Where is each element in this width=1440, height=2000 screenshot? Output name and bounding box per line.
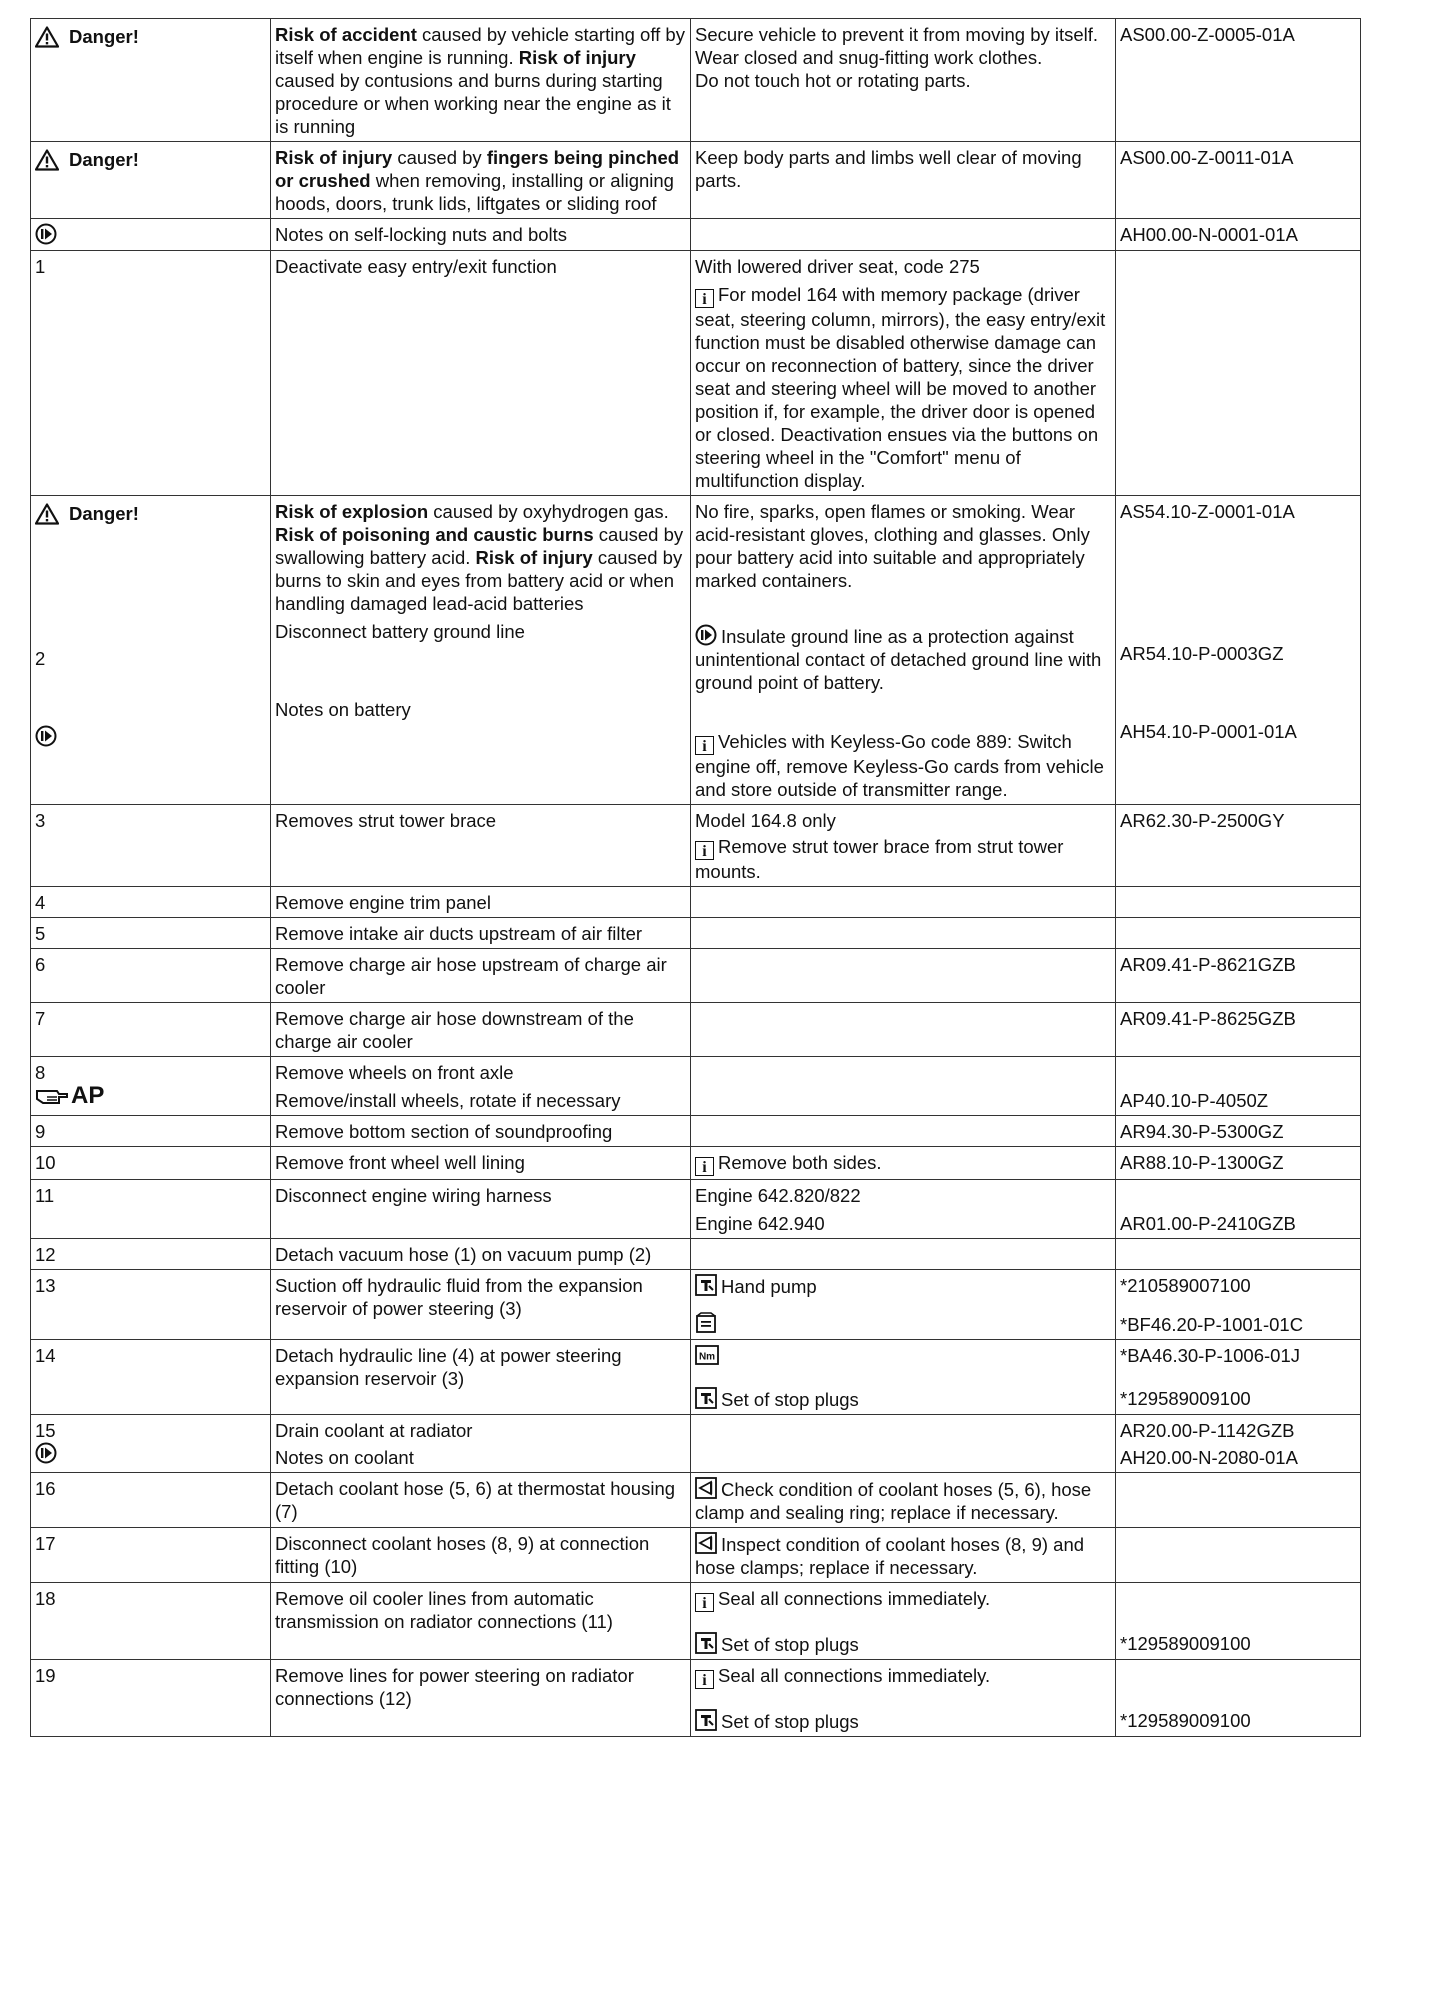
step-number: 12 <box>31 1239 271 1270</box>
step-cell <box>31 142 271 219</box>
step-number: 10 <box>31 1147 271 1180</box>
info-i-icon: i <box>695 736 714 755</box>
step-number: 6 <box>31 949 271 1003</box>
hazard-text: Risk of accident <box>275 24 417 45</box>
description-cell <box>271 1473 691 1528</box>
step-description: Detach vacuum hose (1) on vacuum pump (2) <box>275 1244 652 1265</box>
remark-text: Do not touch hot or rotating parts. <box>695 70 971 91</box>
reference-link[interactable]: AH54.10-P-0001-01A <box>1120 721 1297 742</box>
remark-cell <box>691 1528 1116 1583</box>
step-description: Notes on self-locking nuts and bolts <box>275 224 568 245</box>
remark-text: Wear closed and snug-fitting work clothes. <box>695 47 1043 68</box>
hazard-text: caused by contusions and burns during starting procedure or when working near the engine as it is running <box>275 70 671 137</box>
step-description: Remove oil cooler lines from automatic transmission on radiator connections (11) <box>275 1588 613 1632</box>
table-row <box>31 1270 1361 1340</box>
description-cell <box>271 1116 691 1147</box>
reference-cell <box>1116 251 1361 496</box>
step-description: Remove/install wheels, rotate if necessary <box>275 1090 621 1111</box>
step-description: Remove engine trim panel <box>275 892 491 913</box>
table-row <box>31 1415 1361 1473</box>
table-row <box>31 1340 1361 1415</box>
reference-link[interactable]: AS00.00-Z-0005-01A <box>1120 24 1295 45</box>
remark-cell <box>691 251 1116 496</box>
document-icon <box>695 1312 717 1334</box>
remark-text: Secure vehicle to prevent it from moving by itself. <box>695 24 1099 45</box>
table-row <box>31 887 1361 918</box>
note-arrow-circle-icon <box>35 725 57 747</box>
reference-cell <box>1116 918 1361 949</box>
step-description: Disconnect battery ground line <box>275 621 525 642</box>
reference-link[interactable]: AH00.00-N-0001-01A <box>1120 224 1298 245</box>
reference-cell <box>1116 1660 1361 1737</box>
table-row <box>31 1473 1361 1528</box>
hazard-text: Risk of explosion <box>275 501 429 522</box>
step-description: Detach hydraulic line (4) at power steering expansion reservoir (3) <box>275 1345 622 1389</box>
step-description: Remove front wheel well lining <box>275 1152 525 1173</box>
description-cell <box>271 1583 691 1660</box>
tool-text: Hand pump <box>721 1276 817 1297</box>
step-description: Notes on coolant <box>275 1447 414 1468</box>
reference-cell <box>1116 1583 1361 1660</box>
reference-link[interactable]: AR20.00-P-1142GZB <box>1120 1420 1295 1441</box>
remark-cell <box>691 918 1116 949</box>
table-row <box>31 1583 1361 1660</box>
table-row <box>31 496 1361 805</box>
step-cell <box>31 219 271 251</box>
reference-cell <box>1116 142 1361 219</box>
description-cell <box>271 918 691 949</box>
remark-cell <box>691 1660 1116 1737</box>
step-description: Suction off hydraulic fluid from the expansion reservoir of power steering (3) <box>275 1275 643 1319</box>
step-description: Remove wheels on front axle <box>275 1062 514 1083</box>
remark-cell <box>691 1415 1116 1473</box>
torque-nm-icon <box>695 1345 719 1365</box>
remark-cell <box>691 496 1116 805</box>
reference-cell <box>1116 1340 1361 1415</box>
description-cell <box>271 1340 691 1415</box>
description-cell <box>271 805 691 887</box>
special-tool-icon <box>695 1632 717 1654</box>
remark-text: Check condition of coolant hoses (5, 6), hose clamp and sealing ring; replace if necessary. <box>695 1479 1092 1523</box>
remark-text: With lowered driver seat, code 275 <box>695 256 980 277</box>
remark-cell <box>691 19 1116 142</box>
description-cell <box>271 949 691 1003</box>
step-number: 2 <box>35 647 46 669</box>
tool-text: Set of stop plugs <box>721 1634 859 1655</box>
info-i-icon: i <box>695 1670 714 1689</box>
step-cell <box>31 1057 271 1116</box>
remark-cell <box>691 1270 1116 1340</box>
hazard-text: caused by oxyhydrogen gas. <box>428 501 669 522</box>
reference-link[interactable]: AR01.00-P-2410GZB <box>1120 1213 1296 1234</box>
step-number: 17 <box>31 1528 271 1583</box>
description-cell <box>271 219 691 251</box>
reference-link[interactable]: *129589009100 <box>1120 1710 1251 1731</box>
description-cell <box>271 1239 691 1270</box>
step-description: Deactivate easy entry/exit function <box>275 256 557 277</box>
description-cell <box>271 1415 691 1473</box>
description-cell <box>271 1057 691 1116</box>
note-arrow-circle-icon <box>35 223 57 245</box>
step-number: 14 <box>31 1340 271 1415</box>
hazard-text: caused by burns to skin and eyes from battery acid or when handling damaged lead-acid batteries <box>275 547 683 614</box>
step-description: Remove charge air hose downstream of the charge air cooler <box>275 1008 634 1052</box>
table-row <box>31 1057 1361 1116</box>
step-cell <box>31 496 271 805</box>
special-tool-icon <box>695 1387 717 1409</box>
danger-label: Danger! <box>35 148 139 171</box>
info-text: Seal all connections immediately. <box>718 1588 991 1609</box>
reference-cell <box>1116 805 1361 887</box>
reference-link[interactable]: AR62.30-P-2500GY <box>1120 810 1285 831</box>
remark-text: Model 164.8 only <box>695 810 836 831</box>
step-number: 13 <box>31 1270 271 1340</box>
step-number: 4 <box>31 887 271 918</box>
table-row <box>31 1660 1361 1737</box>
reference-cell <box>1116 1003 1361 1057</box>
repair-instructions-table <box>30 18 1361 1737</box>
reference-cell <box>1116 1415 1361 1473</box>
reference-cell <box>1116 19 1361 142</box>
description-cell <box>271 887 691 918</box>
reference-cell <box>1116 1473 1361 1528</box>
hazard-text: fingers being pinched or crushed <box>275 147 680 191</box>
reference-cell <box>1116 1116 1361 1147</box>
description-cell <box>271 1660 691 1737</box>
reference-cell <box>1116 1147 1361 1180</box>
note-arrow-circle-icon <box>695 624 717 646</box>
remark-text: Keep body parts and limbs well clear of moving parts. <box>695 147 1082 191</box>
remark-cell <box>691 949 1116 1003</box>
table-row <box>31 805 1361 887</box>
remark-cell <box>691 1057 1116 1116</box>
step-cell <box>31 1415 271 1473</box>
step-description: Disconnect coolant hoses (8, 9) at connection fitting (10) <box>275 1533 650 1577</box>
description-cell <box>271 19 691 142</box>
table-row <box>31 251 1361 496</box>
reference-link[interactable]: *210589007100 <box>1120 1275 1251 1296</box>
hazard-text: when removing, installing or aligning hoods, doors, trunk lids, liftgates or sliding roof <box>275 170 674 214</box>
info-text: For model 164 with memory package (driver seat, steering column, mirrors), the easy entry/exit function must be disabled otherwise damage can occur on reconnection of battery, since the driver seat and steering wheel will be moved to another position if, for example, the driver door is opened or closed. Deactivation ensues via the buttons on steering wheel in the "Comfort" menu of multifunction display. <box>695 284 1106 491</box>
step-number: 18 <box>31 1583 271 1660</box>
table-row <box>31 1003 1361 1057</box>
remark-cell <box>691 142 1116 219</box>
step-number: 9 <box>31 1116 271 1147</box>
step-number: 19 <box>31 1660 271 1737</box>
hazard-text: Risk of injury <box>275 147 393 168</box>
description-cell <box>271 1147 691 1180</box>
inspect-icon <box>695 1532 717 1554</box>
reference-cell <box>1116 1270 1361 1340</box>
reference-cell <box>1116 219 1361 251</box>
hazard-text: caused by vehicle starting off by itself when engine is running. <box>275 24 685 68</box>
step-number: 7 <box>31 1003 271 1057</box>
remark-text: No fire, sparks, open flames or smoking. Wear acid-resistant gloves, clothing and glasses. Only pour battery acid into suitable and appropriately marked containers. <box>695 501 1090 591</box>
hazard-text: Risk of injury <box>518 47 636 68</box>
table-row <box>31 918 1361 949</box>
remark-cell <box>691 1340 1116 1415</box>
reference-link[interactable]: AR88.10-P-1300GZ <box>1120 1152 1284 1173</box>
reference-link[interactable]: AR09.41-P-8621GZB <box>1120 954 1296 975</box>
reference-cell <box>1116 1057 1361 1116</box>
warning-triangle-icon <box>35 149 59 171</box>
description-cell <box>271 496 691 805</box>
tool-text: Set of stop plugs <box>721 1389 859 1410</box>
step-description: Drain coolant at radiator <box>275 1420 473 1441</box>
step-number: 1 <box>31 251 271 496</box>
remark-cell <box>691 1583 1116 1660</box>
info-text: Seal all connections immediately. <box>718 1665 991 1686</box>
step-number: 15 <box>35 1420 56 1441</box>
reference-link[interactable]: *129589009100 <box>1120 1388 1251 1409</box>
table-row <box>31 949 1361 1003</box>
note-arrow-circle-icon <box>35 1442 57 1464</box>
reference-cell <box>1116 1180 1361 1239</box>
step-description: Detach coolant hose (5, 6) at thermostat housing (7) <box>275 1478 676 1522</box>
reference-link[interactable]: AR94.30-P-5300GZ <box>1120 1121 1284 1142</box>
reference-link[interactable]: AH20.00-N-2080-01A <box>1120 1447 1298 1468</box>
table-row <box>31 142 1361 219</box>
info-i-icon: i <box>695 1593 714 1612</box>
step-description: Remove charge air hose upstream of charge air cooler <box>275 954 667 998</box>
table-row <box>31 219 1361 251</box>
special-tool-icon <box>695 1274 717 1296</box>
remark-cell <box>691 219 1116 251</box>
step-description: Remove lines for power steering on radiator connections (12) <box>275 1665 634 1709</box>
reference-link[interactable]: *129589009100 <box>1120 1633 1251 1654</box>
remark-cell <box>691 887 1116 918</box>
remark-text: Engine 642.820/822 <box>695 1185 861 1206</box>
inspect-icon <box>695 1477 717 1499</box>
table-row <box>31 1239 1361 1270</box>
reference-link[interactable]: AP40.10-P-4050Z <box>1120 1090 1269 1111</box>
remark-cell <box>691 1003 1116 1057</box>
step-description: Remove intake air ducts upstream of air filter <box>275 923 643 944</box>
remark-cell <box>691 1180 1116 1239</box>
step-number: 5 <box>31 918 271 949</box>
hazard-text: caused by swallowing battery acid. <box>275 524 684 568</box>
reference-link[interactable]: AS54.10-Z-0001-01A <box>1120 501 1295 522</box>
table-row <box>31 1528 1361 1583</box>
remark-cell <box>691 1239 1116 1270</box>
description-cell <box>271 142 691 219</box>
step-description: Removes strut tower brace <box>275 810 497 831</box>
step-number: 8 <box>35 1062 46 1083</box>
step-cell <box>31 19 271 142</box>
info-i-icon: i <box>695 1157 714 1176</box>
remark-cell <box>691 1116 1116 1147</box>
table-row <box>31 19 1361 142</box>
step-number: 16 <box>31 1473 271 1528</box>
description-cell <box>271 1528 691 1583</box>
tool-text: Set of stop plugs <box>721 1711 859 1732</box>
description-cell <box>271 1003 691 1057</box>
step-description: Remove bottom section of soundproofing <box>275 1121 613 1142</box>
remark-cell <box>691 1473 1116 1528</box>
hazard-text: caused by <box>392 147 487 168</box>
reference-link[interactable]: *BA46.30-P-1006-01J <box>1120 1345 1300 1366</box>
step-description: Disconnect engine wiring harness <box>275 1185 552 1206</box>
hazard-text: Risk of injury <box>475 547 593 568</box>
reference-cell <box>1116 949 1361 1003</box>
table-row <box>31 1180 1361 1239</box>
description-cell <box>271 1270 691 1340</box>
remark-text: Inspect condition of coolant hoses (8, 9) and hose clamps; replace if necessary. <box>695 1534 1085 1578</box>
remark-cell <box>691 1147 1116 1180</box>
danger-label: Danger! <box>35 25 139 48</box>
ap-reference-label: AP <box>35 1084 104 1107</box>
info-text: Remove strut tower brace from strut tower mounts. <box>695 836 1064 882</box>
reference-cell <box>1116 496 1361 805</box>
remark-text: Insulate ground line as a protection against unintentional contact of detached ground line with ground point of battery. <box>695 626 1102 693</box>
table-row <box>31 1147 1361 1180</box>
step-number: 3 <box>31 805 271 887</box>
hazard-text: Risk of poisoning and caustic burns <box>275 524 594 545</box>
table-row <box>31 1116 1361 1147</box>
description-cell <box>271 1180 691 1239</box>
pointing-hand-icon <box>35 1085 69 1107</box>
reference-link[interactable]: AR09.41-P-8625GZB <box>1120 1008 1296 1029</box>
remark-text: Engine 642.940 <box>695 1213 825 1234</box>
reference-link[interactable]: AS00.00-Z-0011-01A <box>1120 147 1294 168</box>
step-description: Notes on battery <box>275 699 411 720</box>
info-text: Vehicles with Keyless-Go code 889: Switch engine off, remove Keyless-Go cards from vehicle and store outside of transmitter range. <box>695 731 1104 800</box>
warning-triangle-icon <box>35 26 59 48</box>
step-number: 11 <box>31 1180 271 1239</box>
remark-cell <box>691 805 1116 887</box>
reference-link[interactable]: AR54.10-P-0003GZ <box>1120 643 1284 664</box>
reference-cell <box>1116 1239 1361 1270</box>
warning-triangle-icon <box>35 503 59 525</box>
reference-cell <box>1116 887 1361 918</box>
info-text: Remove both sides. <box>718 1152 882 1173</box>
info-i-icon: i <box>695 289 714 308</box>
description-cell <box>271 251 691 496</box>
danger-label: Danger! <box>35 502 139 525</box>
reference-cell <box>1116 1528 1361 1583</box>
special-tool-icon <box>695 1709 717 1731</box>
reference-link[interactable]: *BF46.20-P-1001-01C <box>1120 1314 1304 1335</box>
info-i-icon: i <box>695 841 714 860</box>
